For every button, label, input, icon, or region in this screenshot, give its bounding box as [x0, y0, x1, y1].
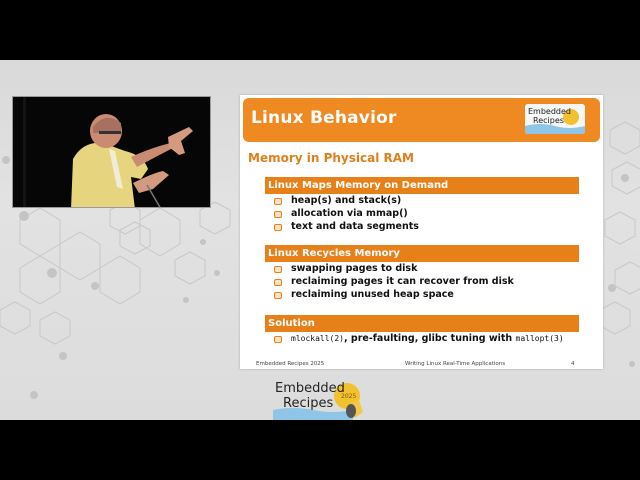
list-item: reclaiming pages it can recover from disk [265, 276, 579, 288]
list-item: text and data segments [265, 221, 579, 233]
embedded-recipes-logo [525, 104, 585, 134]
bullet-icon [274, 292, 282, 299]
section-recycles-memory [265, 245, 579, 301]
list-item: swapping pages to disk [265, 263, 579, 275]
bullet-icon [274, 198, 282, 205]
svg-text:Embedded: Embedded [528, 107, 572, 116]
section-heading: Linux Maps Memory on Demand [265, 177, 579, 194]
list-item: allocation via mmap() [265, 208, 579, 220]
slide-header-bar [243, 98, 600, 142]
slide-subtitle: Memory in Physical RAM [248, 151, 414, 165]
bullet-icon [274, 336, 282, 343]
svg-text:Embedded: Embedded [275, 381, 345, 396]
bullet-icon [274, 266, 282, 273]
speaker-figure [13, 97, 211, 208]
section-maps-memory [265, 177, 579, 233]
section-heading: Linux Recycles Memory [265, 245, 579, 262]
svg-text:2025: 2025 [341, 393, 357, 400]
list-item: mlockall(2), pre-faulting, glibc tuning with mallopt(3) [265, 333, 579, 345]
svg-text:Recipes: Recipes [283, 396, 334, 411]
presentation-slide [240, 95, 603, 369]
bullet-icon [274, 279, 282, 286]
bullet-icon [274, 224, 282, 231]
list-item: heap(s) and stack(s) [265, 195, 579, 207]
conference-stage [0, 60, 640, 420]
list-item: reclaiming unused heap space [265, 289, 579, 301]
slide-title: Linux Behavior [251, 108, 397, 128]
slide-page-number: 4 [571, 361, 575, 367]
section-solution [265, 315, 579, 345]
speaker-video-feed [12, 96, 211, 208]
section-heading: Solution [265, 315, 579, 332]
footer-event: Embedded Recipes 2025 [256, 361, 325, 367]
svg-text:Recipes: Recipes [533, 116, 564, 125]
event-logo [273, 378, 369, 420]
footer-talk-title: Writing Linux Real-Time Applications [405, 361, 506, 367]
slide-footer [240, 361, 603, 369]
bullet-icon [274, 211, 282, 218]
